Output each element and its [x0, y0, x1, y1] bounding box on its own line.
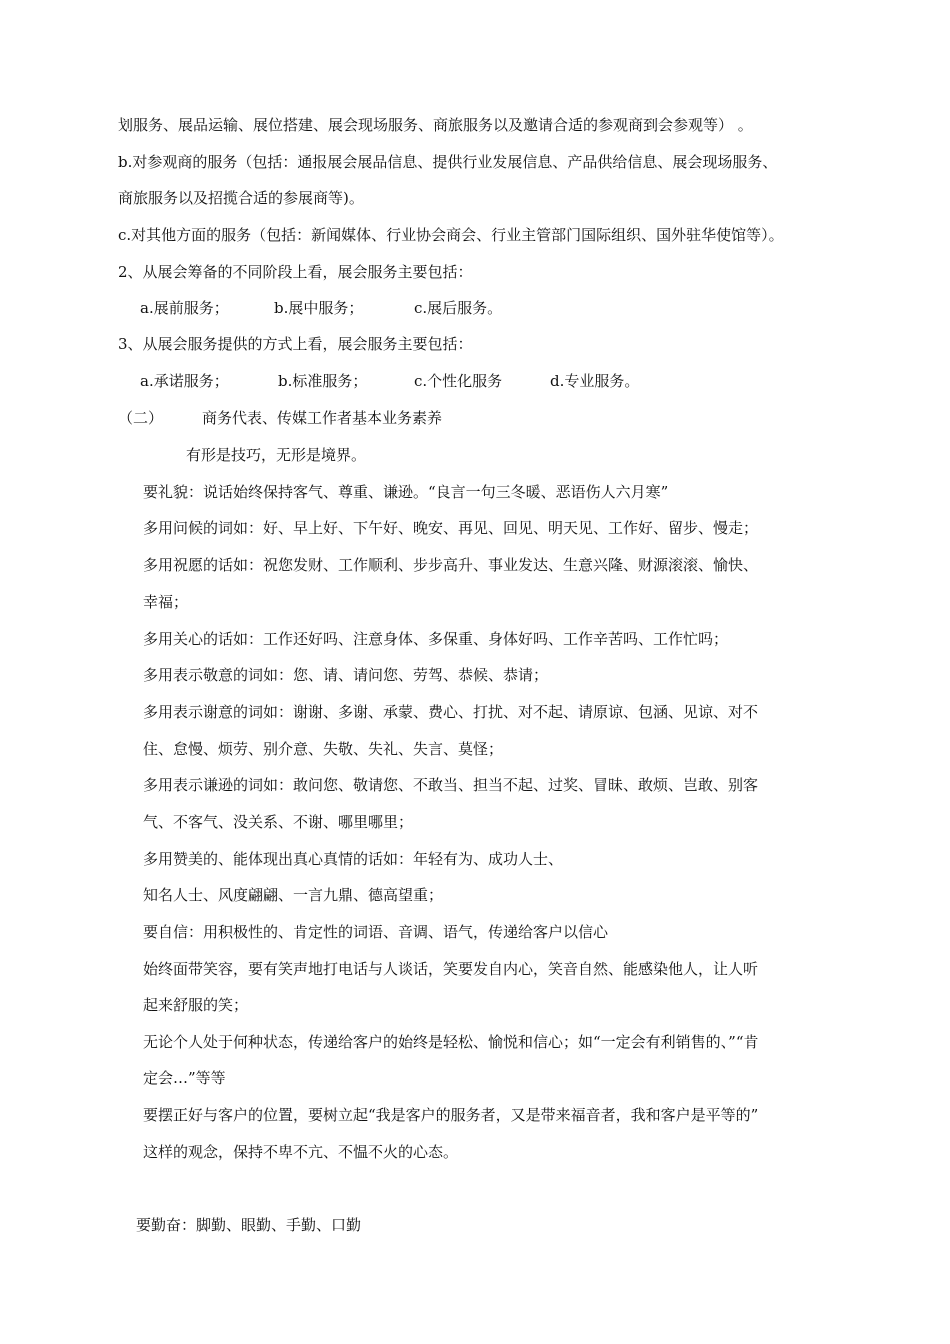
text-line [274, 298, 363, 318]
text-line [136, 1215, 361, 1235]
list-item: a.承诺服务； [140, 372, 229, 390]
text-line [278, 371, 367, 391]
text-line [143, 922, 608, 942]
text-line [143, 1068, 226, 1088]
text-line [143, 1105, 758, 1125]
list-item: a.展前服务； [140, 299, 229, 317]
text-line [140, 298, 229, 318]
list-item: c.展后服务。 [414, 299, 503, 317]
line-text: 定会…”等等 [143, 1069, 226, 1087]
text-line [143, 959, 758, 979]
line-text: 始终面带笑容，要有笑声地打电话与人谈话，笑要发自内心，笑音自然、能感染他人，让人听 [143, 960, 759, 978]
line-text: b.对参观商的服务（包括：通报展会展品信息、提供行业发展信息、产品供给信息、展会现场服务、 [118, 153, 778, 171]
line-text: 幸福； [143, 593, 189, 611]
text-line [143, 739, 503, 759]
list-item: b.展中服务； [274, 299, 364, 317]
text-line [186, 445, 366, 465]
section-heading [202, 408, 442, 428]
line-text: 3、从展会服务提供的方式上看，展会服务主要包括： [118, 335, 473, 353]
text-line [143, 1142, 458, 1162]
line-text: 无论个人处于何种状态，传递给客户的始终是轻松、愉悦和信心；如“一定会有利销售的、”“肯 [143, 1033, 759, 1051]
line-text: 划服务、展品运输、展位搭建、展会现场服务、商旅服务以及邀请合适的参观商到会参观等） 。 [118, 116, 753, 134]
text-line [143, 995, 248, 1015]
line-text: 多用赞美的、能体现出真心真情的话如：年轻有为、成功人士、 [143, 850, 564, 868]
line-text: 起来舒服的笑； [143, 996, 249, 1014]
text-line [414, 371, 502, 391]
line-text: 有形是技巧，无形是境界。 [186, 446, 367, 464]
text-line [143, 518, 758, 538]
line-text: 知名人士、风度翩翩、一言九鼎、德高望重； [143, 886, 444, 904]
text-line [143, 555, 758, 575]
text-line [143, 1032, 759, 1052]
text-line [118, 334, 473, 354]
line-text: 要勤奋：脚勤、眼勤、手勤、口勤 [136, 1216, 362, 1234]
list-item: b.标准服务； [278, 372, 368, 390]
text-line [143, 665, 548, 685]
line-text: 气、不客气、没关系、不谢、哪里哪里； [143, 813, 414, 831]
text-line [118, 262, 473, 282]
line-text: 多用祝愿的话如：祝您发财、工作顺利、步步高升、事业发达、生意兴隆、财源滚滚、愉快、 [143, 556, 759, 574]
text-line [118, 115, 753, 135]
text-line [414, 298, 502, 318]
section-heading-number [118, 408, 163, 428]
line-text: （二） [118, 409, 164, 427]
line-text: 商务代表、传媒工作者基本业务素养 [202, 409, 443, 427]
line-text: 多用表示谦逊的词如：敢问您、敬请您、不敢当、担当不起、过奖、冒昧、敢烦、岂敢、别客 [143, 776, 759, 794]
line-text: 住、怠慢、烦劳、别介意、失敬、失礼、失言、莫怪； [143, 740, 504, 758]
line-text: 要自信：用积极性的、肯定性的词语、音调、语气，传递给客户以信心 [143, 923, 609, 941]
list-item: c.个性化服务 [414, 372, 503, 390]
line-text: 要礼貌：说话始终保持客气、尊重、谦逊。“良言一句三冬暖、恶语伤人六月寒” [143, 483, 669, 501]
text-line [140, 371, 229, 391]
line-text: 多用表示谢意的词如：谢谢、多谢、承蒙、费心、打扰、对不起、请原谅、包涵、见谅、对不 [143, 703, 759, 721]
line-text: c.对其他方面的服务（包括：新闻媒体、行业协会商会、行业主管部门国际组织、国外驻华使馆等）。 [118, 226, 784, 244]
line-text: 要摆正好与客户的位置，要树立起“我是客户的服务者，又是带来福音者，我和客户是平等的” [143, 1106, 759, 1124]
text-line [143, 885, 443, 905]
text-line [143, 775, 758, 795]
text-line [143, 702, 758, 722]
text-line [118, 225, 784, 245]
text-line [118, 152, 777, 172]
line-text: 多用关心的话如：工作还好吗、注意身体、多保重、身体好吗、工作辛苦吗、工作忙吗； [143, 630, 729, 648]
line-text: 多用问候的词如：好、早上好、下午好、晚安、再见、回见、明天见、工作好、留步、慢走； [143, 519, 759, 537]
list-item: d.专业服务。 [550, 372, 640, 390]
line-text: 2、从展会筹备的不同阶段上看，展会服务主要包括： [118, 263, 473, 281]
text-line [118, 188, 364, 208]
text-line [143, 849, 563, 869]
text-line [550, 371, 639, 391]
line-text: 多用表示敬意的词如：您、请、请问您、劳驾、恭候、恭请； [143, 666, 549, 684]
line-text: 这样的观念，保持不卑不亢、不愠不火的心态。 [143, 1143, 459, 1161]
text-line [143, 592, 188, 612]
line-text: 商旅服务以及招揽合适的参展商等)。 [118, 189, 364, 207]
text-line [143, 482, 668, 502]
text-line [143, 629, 728, 649]
text-line [143, 812, 413, 832]
